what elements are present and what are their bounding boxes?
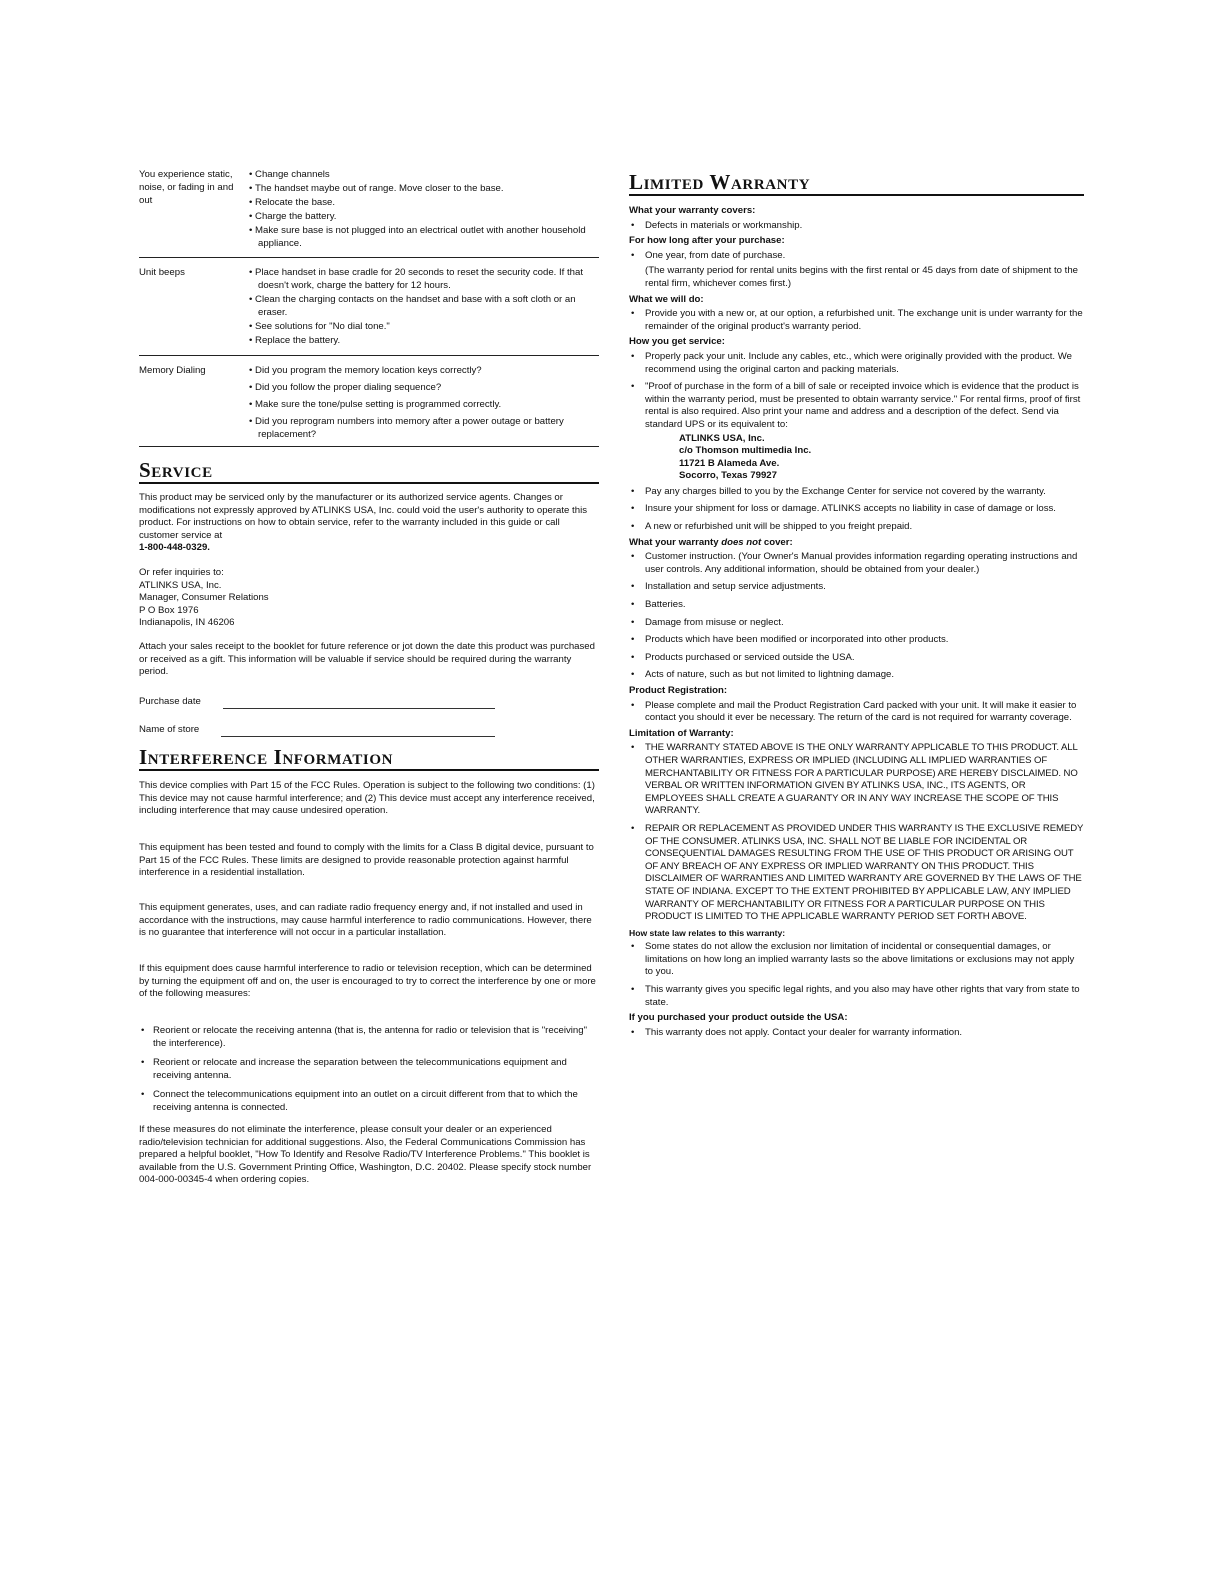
receipt-paragraph: Attach your sales receipt to the booklet for future reference or jot down the date this product was purchased or received as a gift. This information will be valuable if service should be required during the warranty period. — [139, 641, 595, 678]
list-item: • Reorient or relocate and increase the separation between the telecommunications equipment and receiving antenna. — [139, 1057, 599, 1082]
list-item: • The handset maybe out of range. Move closer to the base. — [249, 182, 599, 195]
address-line: 11721 B Alameda Ave. — [679, 457, 780, 469]
list-item: • A new or refurbished unit will be shipped to you freight prepaid. — [629, 521, 1084, 534]
service-text: This product may be serviced only by the manufacturer or its authorized service agents. Changes or modifications not expressly approved by ATLINKS USA, Inc. could void the user's authority to operate this product. For instructions on how to obtain service, refer to the warranty included in this guide or call customer service at — [139, 492, 587, 541]
refer-label: Or refer inquiries to: — [139, 567, 224, 578]
outside-label: If you purchased your product outside the USA: — [629, 1012, 848, 1024]
rental-note: (The warranty period for rental units begins with the first rental or 45 days from date of shipment to the rental firm, whichever comes first.) — [645, 265, 1078, 289]
list-item: • One year, from date of purchase. — [629, 250, 1084, 263]
table-divider — [139, 355, 599, 356]
service-address — [139, 567, 599, 630]
heading-rule — [139, 482, 599, 484]
address-line: Indianapolis, IN 46206 — [139, 617, 235, 628]
heading-rule — [629, 194, 1084, 196]
address-line: c/o Thomson multimedia Inc. — [679, 445, 812, 457]
interference-paragraph: This equipment has been tested and found to comply with the limits for a Class B digital device, pursuant to Part 15 of the FCC Rules. These limits are designed to provide reasonable protection against harmful interference in a residential installation. — [139, 842, 594, 879]
purchase-date-label: Purchase date — [139, 696, 201, 707]
interference-paragraph: This device complies with Part 15 of the FCC Rules. Operation is subject to the following two conditions: (1) This device may not cause harmful interference; and (2) This device must accept any interference received, including interference that may cause undesired operation. — [139, 780, 595, 817]
interference-paragraph: If this equipment does cause harmful interference to radio or television reception, which can be determined by turning the equipment off and on, the user is encouraged to try to correct the interference by one or more of the following measures: — [139, 963, 596, 1000]
list-item: • Please complete and mail the Product Registration Card packed with your unit. It will make it easier to contact you should it ever be necessary. The return of the card is not required for warranty coverage. — [629, 700, 1084, 725]
state-law-label: How state law relates to this warranty: — [629, 927, 786, 938]
address-line: Socorro, Texas 79927 — [679, 470, 777, 482]
service-heading: Service — [139, 458, 213, 482]
not-cover-label — [629, 537, 1084, 550]
list-item: • Clean the charging contacts on the handset and base with a soft cloth or an eraser. — [249, 293, 599, 319]
list-item: • Connect the telecommunications equipment into an outlet on a circuit different from that to which the receiving antenna is connected. — [139, 1089, 599, 1114]
list-item: • Customer instruction. (Your Owner's Manual provides information regarding operating instructions and user controls. Any additional information, should be obtained from your dealer.) — [629, 551, 1084, 576]
not-cover-label-c: cover: — [761, 536, 793, 548]
list-item: • Charge the battery. — [249, 210, 599, 223]
list-item: • THE WARRANTY STATED ABOVE IS THE ONLY WARRANTY APPLICABLE TO THIS PRODUCT. ALL OTHER WARRANTIES, EXPRESS OR IMPLIED (INCLUDING ALL IMPLIED WARRANTIES OF MERCHANTABILITY OR FITNESS FOR A PARTICULAR PURPOSE) ARE HEREBY DISCLAIMED. NO VERBAL OR WRITTEN INFORMATION GIVEN BY ATLINKS USA, INC., ITS AGENTS, OR EMPLOYEES SHALL CREATE A GUARANTY OR IN ANY WAY INCREASE THE SCOPE OF THIS WARRANTY. — [629, 742, 1084, 818]
list-item: • Replace the battery. — [249, 334, 599, 347]
list-item: • Insure your shipment for loss or damage. ATLINKS accepts no liability in case of damage or loss. — [629, 503, 1084, 516]
list-item: • Properly pack your unit. Include any cables, etc., which were originally provided with the product. We recommend using the original carton and packing materials. — [629, 351, 1084, 376]
list-item: • Did you reprogram numbers into memory after a power outage or battery replacement? — [249, 415, 599, 441]
list-item: • Make sure the tone/pulse setting is programmed correctly. — [249, 398, 599, 411]
address-line: P O Box 1976 — [139, 604, 199, 616]
table-divider — [139, 446, 599, 447]
list-item: • Products which have been modified or incorporated into other products. — [629, 634, 1084, 647]
not-cover-label-a: What your warranty — [629, 536, 722, 548]
troubleshooting-issue: You experience static, noise, or fading in and out — [139, 169, 234, 206]
list-item: • Installation and setup service adjustments. — [629, 581, 1084, 594]
address-line: Manager, Consumer Relations — [139, 592, 269, 603]
list-item: • Some states do not allow the exclusion nor limitation of incidental or consequential damages, or limitations on how long an implied warranty lasts so the above limitations or exclusions may not apply to you. — [629, 941, 1084, 979]
list-item: • Place handset in base cradle for 20 seconds to reset the security code. If that doesn't work, charge the battery for 12 hours. — [249, 266, 599, 292]
troubleshooting-solutions — [249, 266, 599, 348]
list-item: • Acts of nature, such as but not limited to lightning damage. — [629, 669, 1084, 682]
list-item: • Provide you with a new or, at our option, a refurbished unit. The exchange unit is under warranty for the remainder of the original product's warranty period. — [629, 308, 1084, 333]
troubleshooting-issue: Unit beeps — [139, 267, 185, 278]
ship-address — [629, 433, 1084, 483]
list-item: • Did you program the memory location keys correctly? — [249, 364, 599, 377]
list-item: • Make sure base is not plugged into an electrical outlet with another household appliance. — [249, 224, 599, 250]
list-item: • This warranty gives you specific legal rights, and you also may have other rights that vary from state to state. — [629, 984, 1084, 1009]
list-item: • Pay any charges billed to you by the Exchange Center for service not covered by the warranty. — [629, 486, 1084, 499]
interference-measures — [139, 1025, 599, 1122]
will-do-label: What we will do: — [629, 293, 704, 305]
list-item: • This warranty does not apply. Contact your dealer for warranty information. — [629, 1027, 1084, 1040]
list-item: • Did you follow the proper dialing sequence? — [249, 381, 599, 394]
list-item: • Relocate the base. — [249, 196, 599, 209]
list-item: • See solutions for "No dial tone." — [249, 320, 599, 333]
list-item: • REPAIR OR REPLACEMENT AS PROVIDED UNDER THIS WARRANTY IS THE EXCLUSIVE REMEDY OF THE CONSUMER. ATLINKS USA, INC. SHALL NOT BE LIABLE FOR INCIDENTAL OR CONSEQUENTIAL DAMAGES RESULTING FROM THE USE OF THIS PRODUCT OR ARISING OUT OF ANY BREACH OF ANY EXPRESS OR IMPLIED WARRANTY ON THIS PRODUCT. THIS DISCLAIMER OF WARRANTIES AND LIMITED WARRANTY ARE GOVERNED BY THE LAWS OF THE STATE OF INDIANA. EXCEPT TO THE EXTENT PROHIBITED BY APPLICABLE LAW, ANY IMPLIED WARRANTY OF MERCHANTABILITY OR FITNESS FOR A PARTICULAR PURPOSE ON THIS PRODUCT IS LIMITED TO THE APPLICABLE WARRANTY PERIOD SET FORTH ABOVE. — [629, 823, 1084, 924]
list-item: • Products purchased or serviced outside the USA. — [629, 652, 1084, 665]
interference-paragraph: If these measures do not eliminate the interference, please consult your dealer or an experienced radio/television technician for additional suggestions. Also, the Federal Communications Commission has prepared a helpful booklet, "How To Identify and Resolve Radio/TV Interference Problems." This booklet is available from the U.S. Government Printing Office, Washington, D.C. 20402. Please specify stock number 004-000-00345-4 when ordering copies. — [139, 1124, 592, 1186]
list-item: • Damage from misuse or neglect. — [629, 617, 1084, 630]
store-label: Name of store — [139, 724, 200, 735]
list-item: • Defects in materials or workmanship. — [629, 220, 1084, 233]
limitation-label: Limitation of Warranty: — [629, 727, 734, 739]
troubleshooting-issue: Memory Dialing — [139, 365, 206, 376]
warranty-heading: Limited Warranty — [629, 170, 811, 194]
list-item: • Change channels — [249, 168, 599, 181]
covers-label: What your warranty covers: — [629, 205, 756, 216]
interference-heading: Interference Information — [139, 745, 394, 769]
troubleshooting-solutions — [249, 364, 599, 442]
registration-label: Product Registration: — [629, 685, 728, 696]
service-paragraph — [139, 492, 599, 555]
warranty-body — [629, 205, 1084, 1039]
list-item: • Reorient or relocate the receiving antenna (that is, the antenna for radio or television that is "receiving" the interference). — [139, 1025, 599, 1050]
get-service-label: How you get service: — [629, 336, 725, 348]
store-line — [221, 736, 495, 737]
address-line: ATLINKS USA, Inc. — [679, 432, 765, 444]
list-item: • "Proof of purchase in the form of a bill of sale or receipted invoice which is evidence that the product is within the warranty period, must be presented to obtain warranty service." For rental firms, proof of first rental is also required. Also print your name and address and a description of the defect. Send via standard UPS or its equivalent to: — [629, 381, 1084, 431]
address-line: ATLINKS USA, Inc. — [139, 579, 222, 591]
not-cover-label-b: does not — [721, 536, 762, 548]
purchase-date-line — [223, 708, 495, 709]
heading-rule — [139, 769, 599, 771]
interference-paragraph: This equipment generates, uses, and can radiate radio frequency energy and, if not installed and used in accordance with the instructions, may cause harmful interference to radio communications. However, there is no guarantee that interference will not occur in a particular installation. — [139, 902, 592, 939]
troubleshooting-solutions — [249, 168, 599, 251]
how-long-label: For how long after your purchase: — [629, 235, 785, 247]
service-phone: 1-800-448-0329. — [139, 542, 210, 554]
list-item: • Batteries. — [629, 599, 1084, 612]
table-divider — [139, 257, 599, 258]
